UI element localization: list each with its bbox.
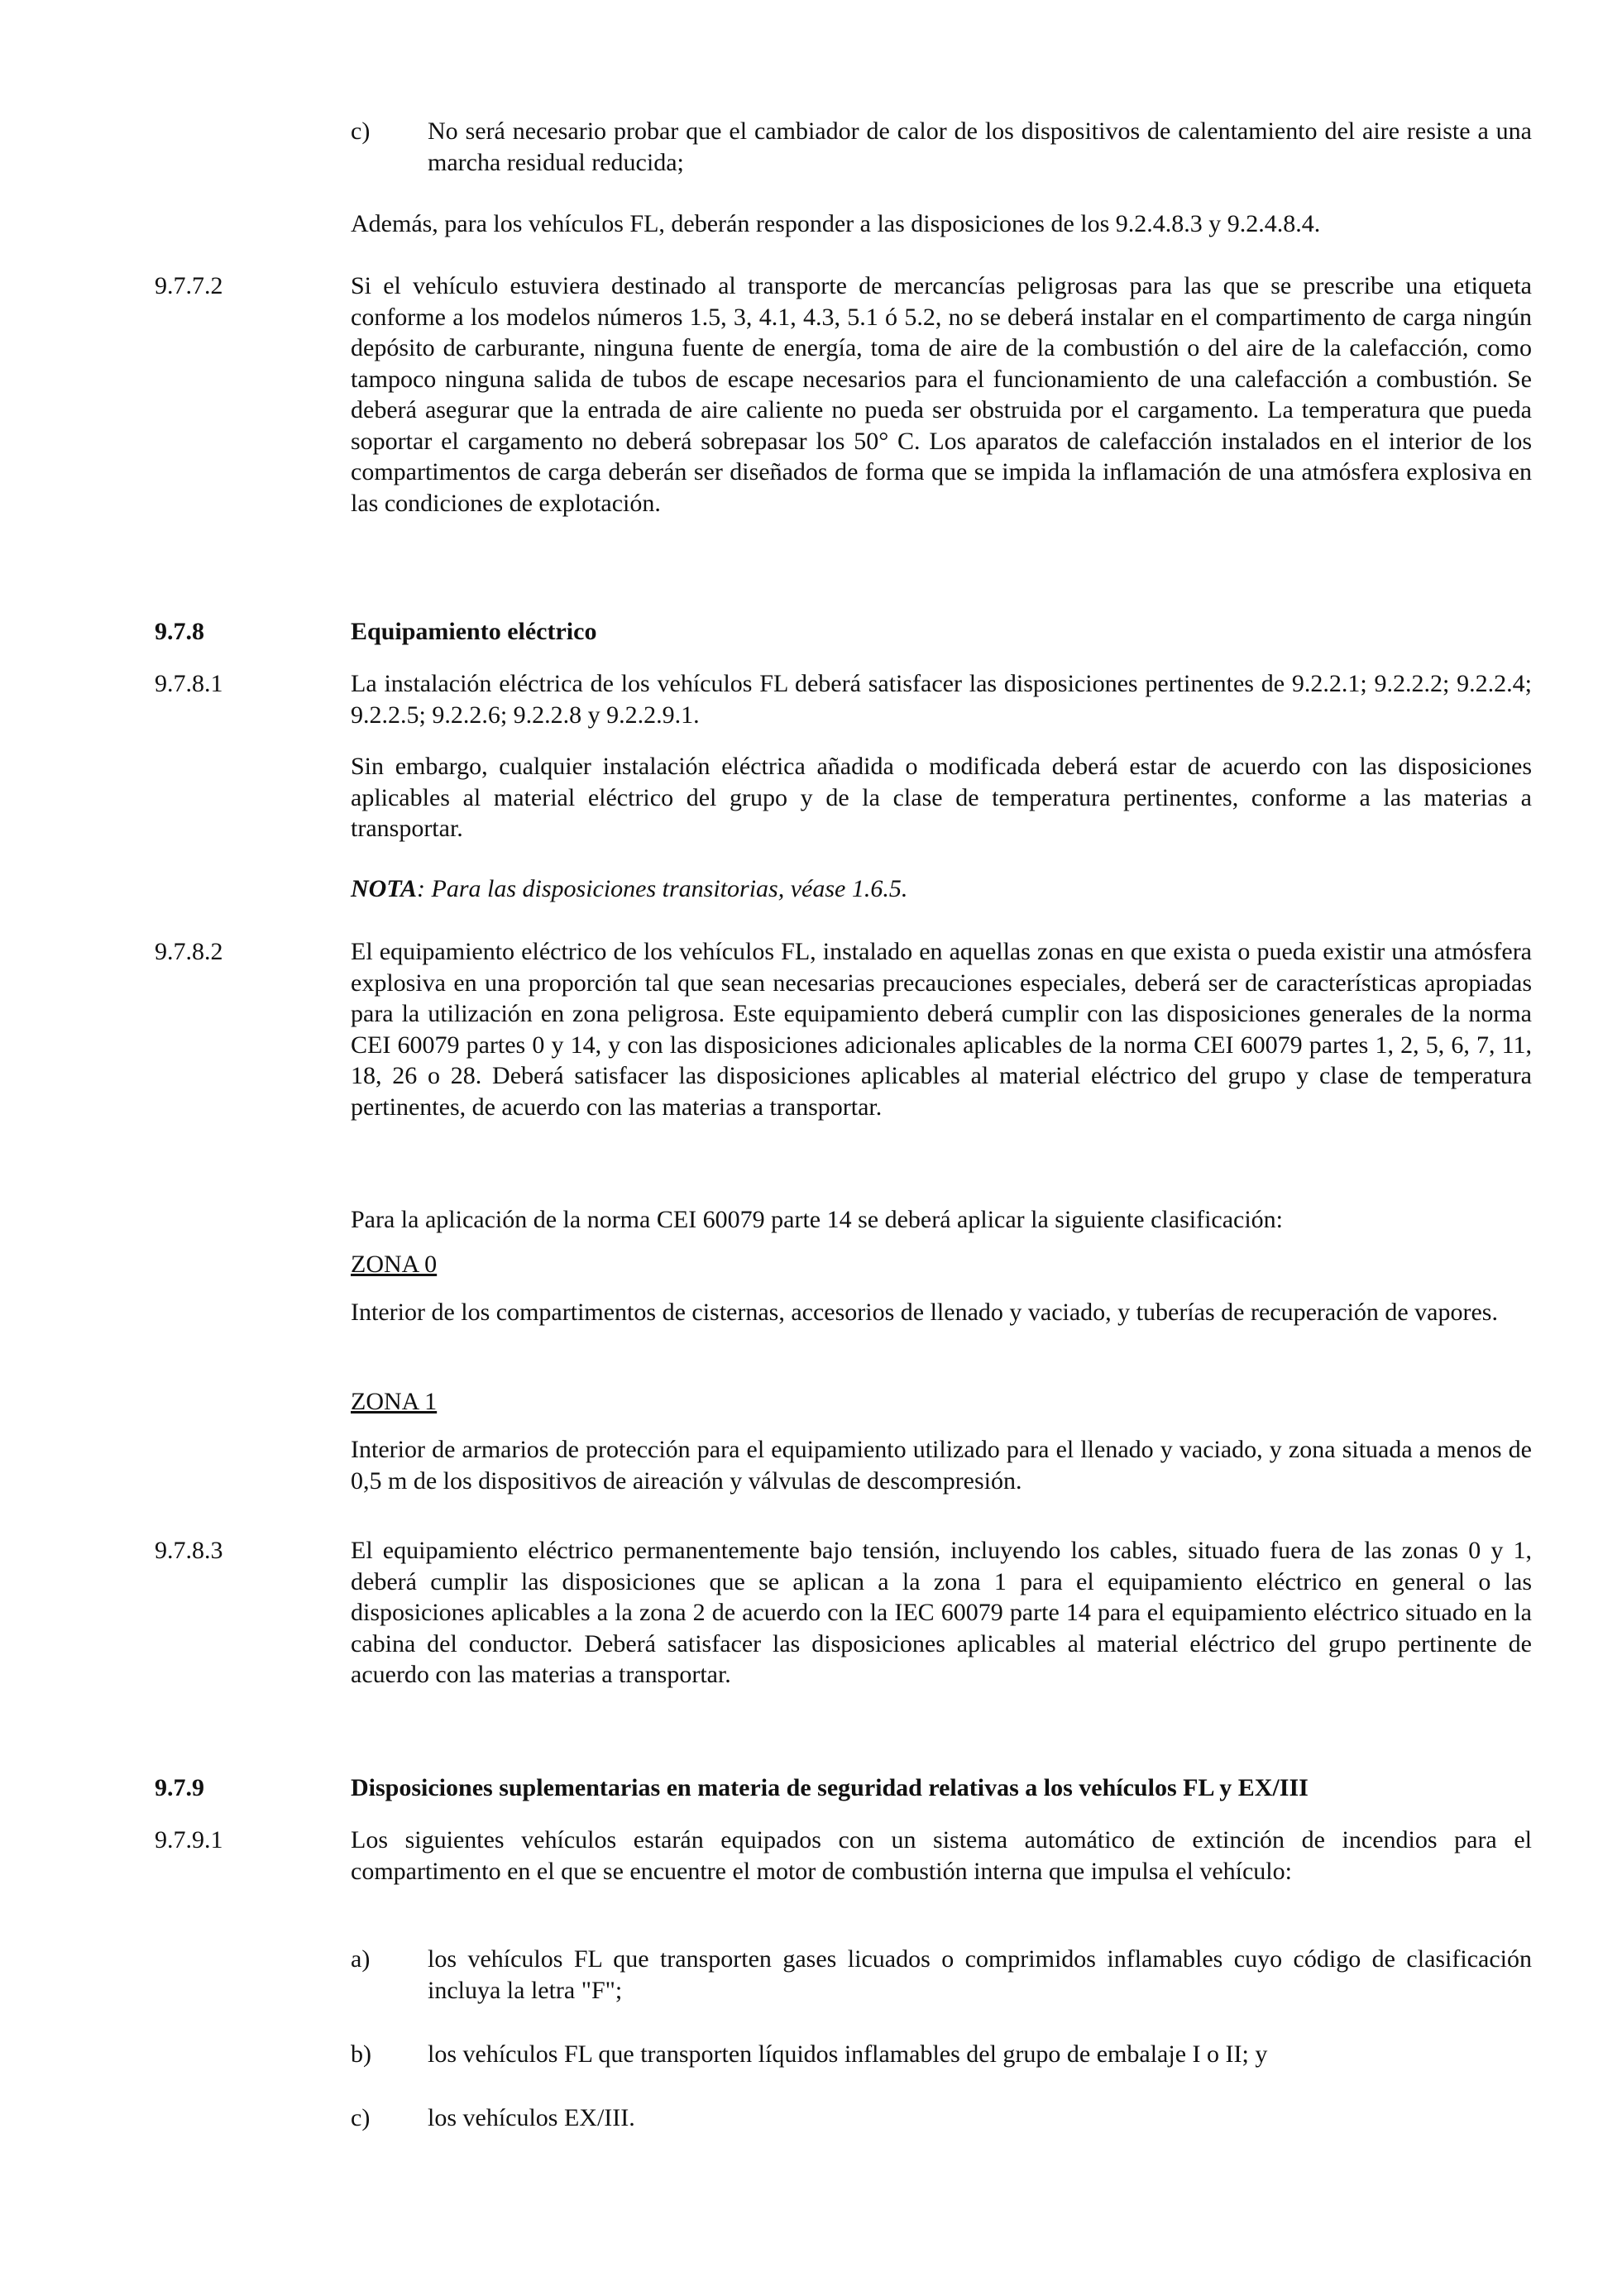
zone-0-text: Interior de los compartimentos de cisternas, accesorios de llenado y vaciado, y tuberías de recuperación de vapores. <box>351 1299 1498 1326</box>
section-heading-9-7-9: Disposiciones suplementarias en materia de seguridad relativas a los vehículos FL y EX/III <box>351 1774 1309 1801</box>
section-number-9-7-9-1: 9.7.9.1 <box>155 1826 223 1854</box>
note-label: NOTA <box>351 875 418 902</box>
section-text-9-7-7-2: Si el vehículo estuviera destinado al transporte de mercancías peligrosas para las que se prescribe una etiqueta conforme a los modelos números 1.5, 3, 4.1, 4.3, 5.1 ó 5.2, no se deberá instalar en el compartimento de carga ningún depósito de carburante, ninguna fuente de energía, toma de aire de la combustión o del aire de la calefacción, como tampoco ninguna salida de tubos de escape necesarios para el funcionamiento de una calefacción a combustión. Se deberá asegurar que la entrada de aire caliente no pueda ser obstruida por el cargamento. La temperatura que pueda soportar el cargamento no deberá sobrepasar los 50° C. Los aparatos de calefacción instalados en el interior de los compartimentos de carga deberán ser diseñados de forma que se impida la inflamación de una atmósfera explosiva en las condiciones de explotación. <box>351 272 1532 517</box>
section-text-9-7-9-1: Los siguientes vehículos estarán equipados con un sistema automático de extinción de incendios para el compartimento en el que se encuentre el motor de combustión interna que impulsa el vehículo: <box>351 1826 1532 1885</box>
paragraph-ademas: Además, para los vehículos FL, deberán responder a las disposiciones de los 9.2.4.8.3 y 9.2.4.8.4. <box>351 210 1321 237</box>
section-text-9-7-8-1-p2: Sin embargo, cualquier instalación eléctrica añadida o modificada deberá estar de acuerdo con las disposiciones aplicables al material eléctrico del grupo y de la clase de temperatura pertinentes, conforme a las materias a transportar. <box>351 753 1532 842</box>
section-heading-9-7-8: Equipamiento eléctrico <box>351 618 597 645</box>
list-item-text: No será necesario probar que el cambiador de calor de los dispositivos de calentamiento del aire resiste a una marcha residual reducida; <box>428 117 1532 176</box>
section-text-9-7-8-2-p1: El equipamiento eléctrico de los vehículos FL, instalado en aquellas zonas en que exista o pueda existir una atmósfera explosiva en una proporción tal que sean necesarias precauciones especiales, deberá ser de características apropiadas para la utilización en zona peligrosa. Este equipamiento deberá cumplir con las disposiciones generales de la norma CEI 60079 partes 0 y 14, y con las disposiciones adicionales aplicables de la norma CEI 60079 partes 1, 2, 5, 6, 7, 11, 18, 26 o 28. Deberá satisfacer las disposiciones aplicables al material eléctrico del grupo y clase de temperatura pertinentes, de acuerdo con las materias a transportar. <box>351 938 1532 1121</box>
section-number-9-7-8-1: 9.7.8.1 <box>155 670 223 697</box>
zone-0-label: ZONA 0 <box>351 1251 438 1278</box>
list-item-text: los vehículos FL que transporten líquidos inflamables del grupo de embalaje I o II; y <box>428 2040 1268 2068</box>
section-text-9-7-8-1-p1: La instalación eléctrica de los vehículos FL deberá satisfacer las disposiciones pertinentes de 9.2.2.1; 9.2.2.2; 9.2.2.4; 9.2.2.5; 9.2.2.6; 9.2.2.8 y 9.2.2.9.1. <box>351 670 1532 729</box>
list-item-label: b) <box>351 2040 371 2068</box>
section-number-9-7-8-3: 9.7.8.3 <box>155 1537 223 1564</box>
zone-1-text: Interior de armarios de protección para el equipamiento utilizado para el llenado y vaciado, y zona situada a menos de 0,5 m de los dispositivos de aireación y válvulas de descompresión. <box>351 1436 1532 1495</box>
note <box>351 873 1532 905</box>
list-item-label: c) <box>351 2104 371 2131</box>
section-number-9-7-9: 9.7.9 <box>155 1774 204 1801</box>
section-number-9-7-8: 9.7.8 <box>155 618 204 645</box>
section-text-9-7-8-3: El equipamiento eléctrico permanentemente bajo tensión, incluyendo los cables, situado fuera de las zonas 0 y 1, deberá cumplir las disposiciones que se aplican a la zona 1 para el equipamiento eléctrico en general o las disposiciones aplicables a la zona 2 de acuerdo con la IEC 60079 parte 14 para el equipamiento eléctrico situado en la cabina del conductor. Deberá satisfacer las disposiciones aplicables al material eléctrico del grupo pertinente de acuerdo con las materias a transportar. <box>351 1537 1532 1688</box>
section-text-9-7-8-2-p2: Para la aplicación de la norma CEI 60079 parte 14 se deberá aplicar la siguiente clasificación: <box>351 1206 1284 1233</box>
list-item-label: a) <box>351 1945 371 1973</box>
list-item-text: los vehículos EX/III. <box>428 2104 635 2131</box>
note-text: : Para las disposiciones transitorias, véase 1.6.5. <box>417 875 908 902</box>
section-number-9-7-8-2: 9.7.8.2 <box>155 938 223 965</box>
zone-1-label: ZONA 1 <box>351 1388 438 1415</box>
section-number-9-7-7-2: 9.7.7.2 <box>155 272 223 299</box>
list-item-label: c) <box>351 117 371 145</box>
list-item-text: los vehículos FL que transporten gases licuados o comprimidos inflamables cuyo código de clasificación incluya la letra "F"; <box>428 1945 1532 2004</box>
